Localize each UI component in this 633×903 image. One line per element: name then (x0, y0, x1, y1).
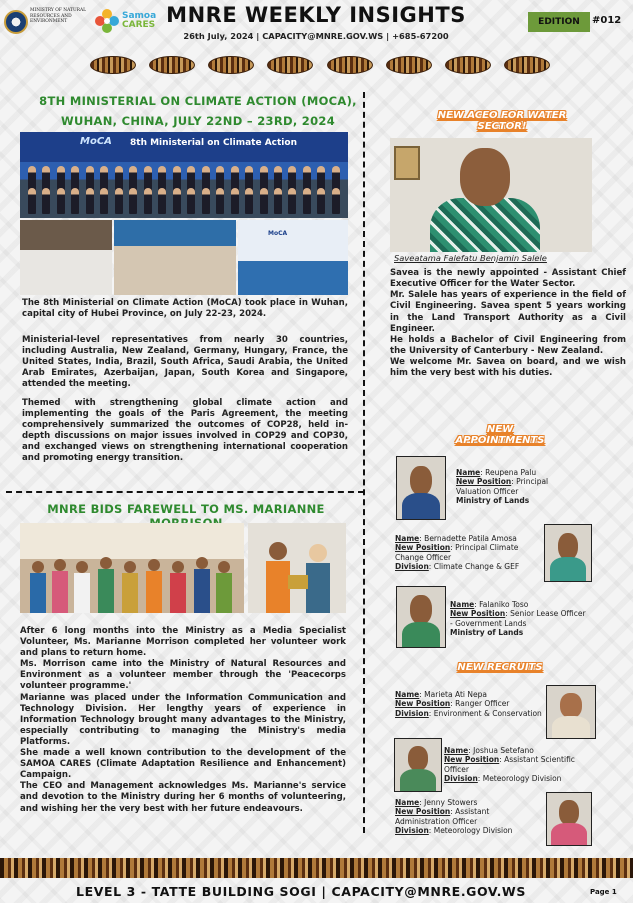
moca-paragraph-1: The 8th Ministerial on Climate Action (MoCA) took place in Wuhan, capital city of Hubei Province, on July 22-23, 2024. (22, 298, 348, 320)
appointee-photo-1 (396, 456, 446, 520)
footer-address: LEVEL 3 - TATTE BUILDING SOGI | CAPACITY@MNRE.GOV.WS (76, 884, 526, 899)
farewell-handshake-photo (248, 523, 346, 613)
moca-paragraph-3: Themed with strengthening global climate action and implementing the goals of the Paris Agreement, the meeting comprehensively summarized the outcomes of COP28, held in-depth discussions on major issues involved in COP29 and COP30, and exchanged views on strengthening international cooperation and promoting energy transition. (22, 398, 348, 464)
recruit-photo-1 (546, 685, 596, 739)
tapa-oval (386, 56, 432, 74)
aceo-heading: NEW ACEO FOR WATER SECTOR! (437, 110, 567, 132)
farewell-handshake-illustration (248, 523, 346, 613)
appointee-info-2: Name: Bernadette Patila Amosa New Position: Principal Climate Change Officer Division: Climate Change & GEF (395, 534, 520, 572)
tapa-oval (445, 56, 491, 74)
farewell-group-photo (20, 523, 244, 613)
recruit-info-2: Name: Joshua Setefano New Position: Assistant Scientific Officer Division: Meteorology Division (444, 746, 575, 784)
moca-group-photo (20, 132, 348, 218)
tapa-oval (90, 56, 136, 74)
tapa-oval (149, 56, 195, 74)
recruit-photo-3 (546, 792, 592, 846)
tapa-oval (267, 56, 313, 74)
moca-meeting-photo (114, 220, 236, 295)
tapa-oval (327, 56, 373, 74)
recruit-info-3: Name: Jenny Stowers New Position: Assistant Administration Officer Division: Meteorology Division (395, 798, 513, 836)
page-subtitle: 26th July, 2024 | CAPACITY@MNRE.GOV.WS | +685-67200 (183, 31, 449, 41)
section-divider (6, 491, 364, 493)
appointee-photo-2 (544, 524, 592, 582)
moca-delegates-photo (238, 220, 348, 295)
aceo-caption: Saveatama Falefatu Benjamin Salele (394, 253, 547, 263)
moca-logo: MoCA (80, 136, 112, 147)
farewell-group-illustration (20, 523, 244, 613)
recruit-photo-2 (394, 738, 442, 792)
tapa-oval (208, 56, 254, 74)
farewell-paragraph: After 6 long months into the Ministry as a Media Specialist Volunteer, Ms. Marianne Morrison completed her volunteer work and plans to return home. Ms. Morrison came into the Ministry of Natural Resources and Environment as a volunteer member through the 'Peacecorps volunteer programme.' Marianne was placed under the Information Communication and Technology Division. Her lengthy years of experience in Information Technology brought many advantages to the Ministry, especially contributing to managing the Ministry's media Platforms. She made a well known contribution to the development of the SAMOA CARES (Climate Adaptation Resilience and Enhancement) Campaign. The CEO and Management acknowledges Ms. Marianne's service and devotion to the Ministry during her 6 months of volunteering, and wishing her the very best with her future endeavours. (20, 626, 346, 814)
page-title: MNRE WEEKLY INSIGHTS (166, 3, 466, 27)
moca-logo-small: MoCA (268, 230, 288, 237)
samoa-cares-flower-icon (94, 8, 120, 34)
column-divider (363, 92, 365, 833)
moca-heading-line2: WUHAN, CHINA, JULY 22ND – 23RD, 2024 (61, 114, 335, 128)
page-number: Page 1 (590, 888, 617, 896)
samoa-cares-logo: Samoa CARES (122, 11, 157, 30)
recruit-info-1: Name: Marieta Ati Nepa New Position: Ranger Officer Division: Environment & Conservation (395, 690, 542, 718)
tapa-oval (504, 56, 550, 74)
appointee-photo-3 (396, 586, 446, 648)
farewell-heading: MNRE BIDS FAREWELL TO MS. MARIANNE (47, 502, 325, 516)
ministry-seal-logo (4, 10, 28, 34)
appointee-info-1: Name: Reupena Palu New Position: Principal Valuation Officer Ministry of Lands (456, 468, 549, 506)
moca-speaker-photo (20, 220, 112, 295)
recruits-heading: NEW RECRUITS (457, 662, 543, 673)
moca-heading-line1: 8TH MINISTERIAL ON CLIMATE ACTION (MOCA), (39, 94, 357, 108)
aceo-text: Savea is the newly appointed - Assistant Chief Executive Officer for the Water Sector. Mr. Salele has years of experience in the field of Civil Engineering. Savea spent 5 years working in the Land Transport Authority as a Civil Engineer. He holds a Bachelor of Civil Engineering from the University of Canterbury - New Zealand. We welcome Mr. Savea on board, and we wish him the very best with his duties. (390, 268, 626, 379)
tapa-oval-divider (90, 56, 550, 76)
edition-number: #012 (592, 15, 622, 26)
moca-banner: 8th Ministerial on Climate Action (130, 138, 297, 148)
ministry-name: MINISTRY OF NATURAL RESOURCES AND ENVIRONMENT (30, 8, 87, 25)
tapa-bottom-band (0, 858, 633, 878)
aceo-portrait-photo (390, 138, 592, 252)
moca-paragraph-2: Ministerial-level representatives from nearly 30 countries, including Australia, New Zealand, Germany, Hungary, France, the United States, India, Brazil, South Africa, Saudi Arabia, the United Arab Emirates, Azerbaijan, Japan, South Korea and Singapore, attended the meeting. (22, 335, 348, 390)
edition-badge: EDITION (528, 12, 590, 32)
appointments-heading: NEW APPOINTMENTS (455, 424, 545, 446)
appointee-info-3: Name: Falaniko Toso New Position: Senior Lease Officer - Government Lands Ministry of Lands (450, 600, 586, 638)
